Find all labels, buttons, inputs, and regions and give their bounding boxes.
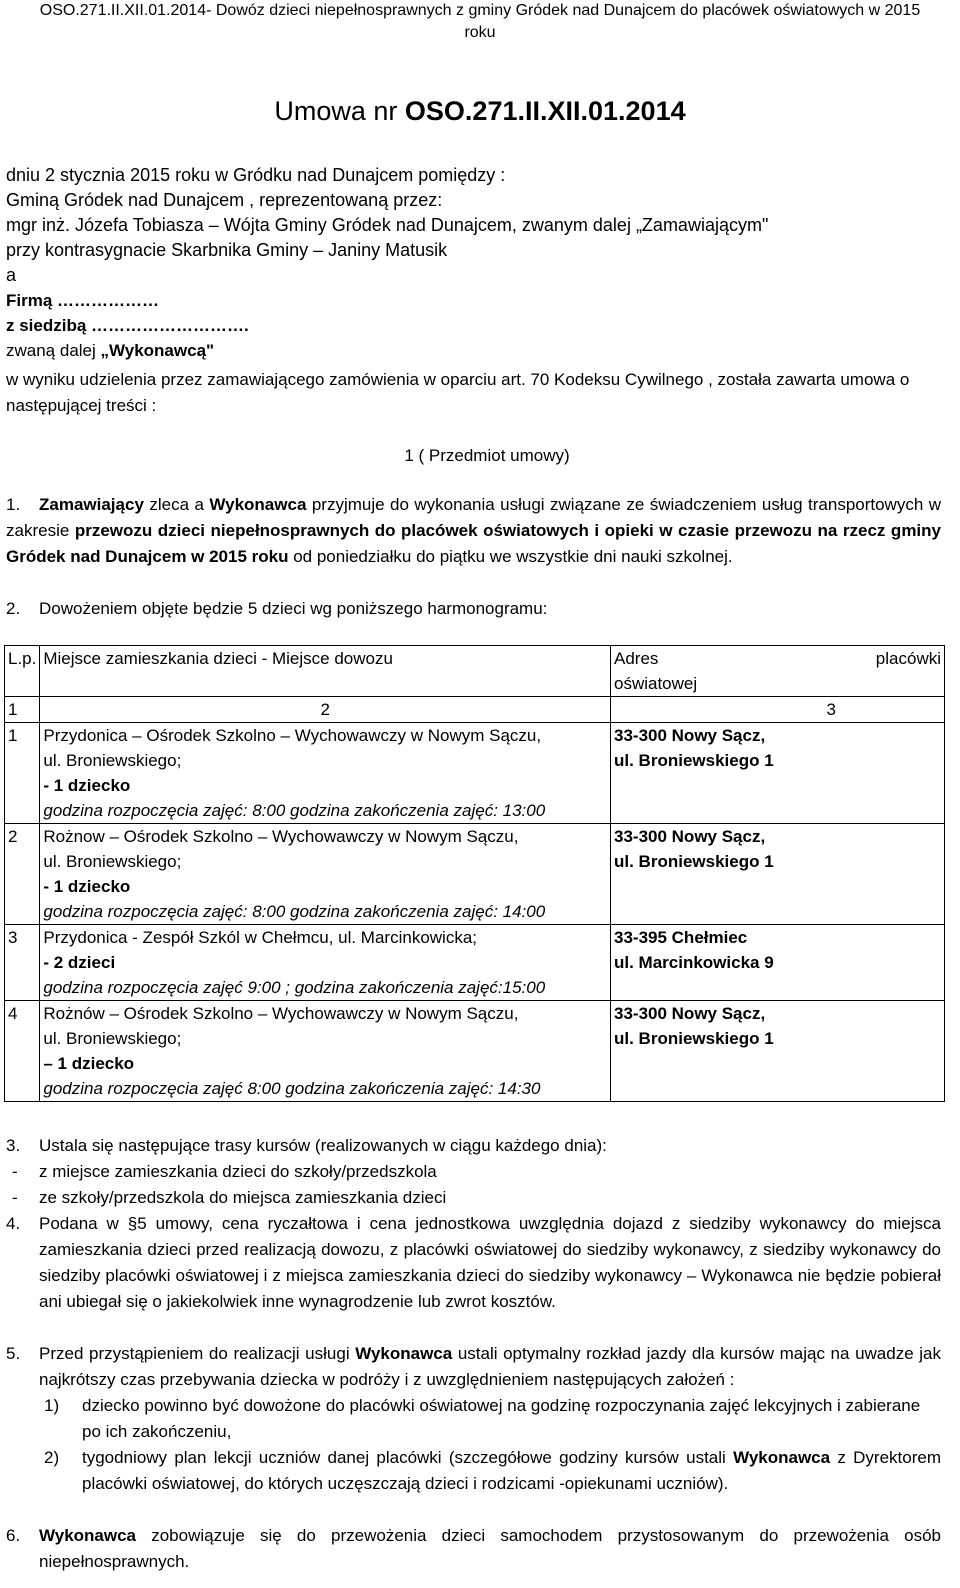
party-name: Wykonawca	[209, 495, 307, 514]
firm-seat: z siedzibą ……………………….	[6, 316, 249, 335]
paragraph-number: 2.	[6, 599, 21, 618]
header-address-word: placówki	[875, 649, 941, 668]
row-place	[40, 925, 611, 1001]
paragraph-number: 3.	[6, 1136, 21, 1155]
contract-title	[0, 96, 960, 127]
party-name: Wykonawca	[355, 1344, 453, 1363]
header-address-word: oświatowej	[614, 674, 698, 693]
paragraph-number: 1.	[6, 495, 21, 514]
place-line: Przydonica - Zespół Szkól w Chełmcu, ul. Marcinkowicka;	[43, 928, 478, 947]
route-item: ze szkoły/przedszkola do miejsca zamieszkania dzieci	[39, 1188, 447, 1207]
paragraph-3	[6, 1133, 941, 1211]
paragraph-text: Podana w §5 umowy, cena ryczałtowa i cena jednostkowa uwzględnia dojazd z siedziby wykonawcy do miejsca zamieszkania dzieci przed realizacją dowozu, z placówki oświatowej do siedziby wykonawcy, z siedziby wykonawcy do siedziby placówki oświatowej i z miejsca zamieszkania dzieci do siedziby wykonawcy – Wykonawca nie będzie pobierał ani ubiegał się o jakiekolwiek inne wynagrodzenie lub zwrot kosztów.	[39, 1214, 941, 1311]
header-place: Miejsce zamieszkania dzieci - Miejsce dowozu	[40, 646, 611, 697]
firm-name: Firmą ………………	[6, 291, 160, 310]
table-number-row	[5, 697, 945, 723]
sub-item	[82, 1445, 941, 1497]
paragraph-text: Ustala się następujące trasy kursów (realizowanych w ciągu każdego dnia):	[39, 1136, 607, 1155]
paragraph-text	[39, 1341, 941, 1393]
section-title-text: 1 ( Przedmiot umowy)	[404, 446, 570, 465]
place-line: ul. Broniewskiego;	[43, 1029, 182, 1048]
address-line: 33-300 Nowy Sącz,	[614, 1004, 766, 1023]
row-number: 1	[5, 723, 40, 824]
row-address	[611, 824, 945, 925]
contract-title-prefix: Umowa nr	[274, 96, 405, 126]
header-address	[611, 646, 945, 697]
text-span: przyjmuje do wykonania usługi związane ze świadczeniem usług transportowych w zakresie	[6, 495, 942, 540]
route-item: z miejsce zamieszkania dzieci do szkoły/przedszkola	[39, 1162, 437, 1181]
children-count: - 2 dzieci	[43, 953, 116, 972]
sub-number: 1)	[44, 1396, 60, 1415]
firm-alias	[6, 338, 768, 363]
header-address-word: Adres	[614, 649, 659, 668]
list-dash: -	[12, 1162, 18, 1181]
place-line: Rożnow – Ośrodek Szkolno – Wychowawczy w Nowym Sączu,	[43, 827, 519, 846]
paragraph-text: Dowożeniem objęte będzie 5 dzieci wg poniższego harmonogramu:	[39, 599, 548, 618]
intro-block	[6, 163, 768, 363]
address-line: 33-395 Chełmiec	[614, 928, 748, 947]
address-line: ul. Broniewskiego 1	[614, 751, 774, 770]
paragraph-number: 6.	[6, 1526, 21, 1545]
table-row	[5, 824, 945, 925]
paragraph-text	[39, 1523, 941, 1575]
lead-paragraph: w wyniku udzielenia przez zamawiającego zamówienia w oparciu art. 70 Kodeksu Cywilnego , została zawarta umowa o następującej treści :	[6, 370, 910, 415]
document-header-line2: roku	[464, 24, 496, 41]
party-name: Wykonawca	[39, 1526, 137, 1545]
text-span: zleca a	[143, 495, 210, 514]
paragraph-2	[6, 596, 941, 622]
sub-item: dziecko powinno być dowożone do placówki oświatowej na godzinę rozpoczynania zajęć lekcyjnych i zabierane po ich zakończeniu,	[82, 1396, 921, 1441]
text-span: z Dyrektorem placówki oświatowej, do których uczęszczają dzieci i rodzicami -opiekunami uczniów).	[82, 1448, 941, 1493]
table-row	[5, 925, 945, 1001]
address-line: ul. Broniewskiego 1	[614, 1029, 774, 1048]
children-count: - 1 dziecko	[43, 776, 131, 795]
hours-line: godzina rozpoczęcia zajęć: 8:00 godzina zakończenia zajęć: 13:00	[43, 801, 546, 820]
address-line: ul. Broniewskiego 1	[614, 852, 774, 871]
table-header-row	[5, 646, 945, 697]
party-name: Wykonawca	[733, 1448, 831, 1467]
children-count: - 1 dziecko	[43, 877, 131, 896]
row-number: 3	[5, 925, 40, 1001]
children-count: – 1 dziecko	[43, 1054, 135, 1073]
intro-line: a	[6, 265, 17, 285]
text-span: zobowiązuje się do przewożenia dzieci samochodem przystosowanym do przewożenia osób niepełnosprawnych.	[39, 1526, 941, 1571]
address-line: ul. Marcinkowicka 9	[614, 953, 774, 972]
intro-line: Gminą Gródek nad Dunajcem , reprezentowaną przez:	[6, 190, 443, 210]
firm-alias-prefix: zwaną dalej	[6, 341, 101, 360]
contract-number: OSO.271.II.XII.01.2014	[404, 96, 686, 126]
hours-line: godzina rozpoczęcia zajęć 8:00 godzina zakończenia zajęć: 14:30	[43, 1079, 541, 1098]
row-number: 2	[5, 824, 40, 925]
paragraph-1	[6, 492, 941, 570]
row-place	[40, 824, 611, 925]
column-number: 1	[5, 697, 40, 723]
hours-line: godzina rozpoczęcia zajęć 9:00 ; godzina zakończenia zajęć:15:00	[43, 978, 546, 997]
paragraph-6	[6, 1523, 941, 1575]
hours-line: godzina rozpoczęcia zajęć: 8:00 godzina zakończenia zajęć: 14:00	[43, 902, 546, 921]
sub-number: 2)	[44, 1448, 60, 1467]
address-line: 33-300 Nowy Sącz,	[614, 726, 766, 745]
paragraph-4	[6, 1211, 941, 1315]
table-row	[5, 1001, 945, 1102]
row-place	[40, 723, 611, 824]
document-header-line1: OSO.271.II.XII.01.2014- Dowóz dzieci niepełnosprawnych z gminy Gródek nad Dunajcem do placówek oświatowych w 2015	[39, 2, 921, 19]
place-line: ul. Broniewskiego;	[43, 852, 182, 871]
firm-alias-name: „Wykonawcą"	[100, 341, 215, 360]
paragraph-number: 4.	[6, 1214, 21, 1233]
place-line: ul. Broniewskiego;	[43, 751, 182, 770]
intro-line: mgr inż. Józefa Tobiasza – Wójta Gminy Gródek nad Dunajcem, zwanym dalej „Zamawiającym"	[6, 215, 769, 235]
list-dash: -	[12, 1188, 18, 1207]
text-span: od poniedziałku do piątku we wszystkie dni nauki szkolnej.	[288, 547, 733, 566]
table-row	[5, 723, 945, 824]
text-span: tygodniowy plan lekcji uczniów danej placówki (szczegółowe godziny kursów ustali	[82, 1448, 734, 1467]
row-number: 4	[5, 1001, 40, 1102]
intro-line: przy kontrasygnacie Skarbnika Gminy – Janiny Matusik	[6, 240, 448, 260]
row-place	[40, 1001, 611, 1102]
paragraph-5	[6, 1341, 941, 1497]
column-number: 3	[611, 697, 945, 723]
row-address	[611, 723, 945, 824]
row-address	[611, 925, 945, 1001]
header-lp: L.p.	[5, 646, 40, 697]
document-header	[0, 0, 960, 44]
text-span: ustali optymalny rozkład jazdy dla kursów mając na uwadze jak najkrótszy czas przebywania dziecka w podróży i z uwzględnieniem następujących założeń :	[39, 1344, 941, 1389]
party-name: Zamawiający	[39, 495, 144, 514]
intro-line: dniu 2 stycznia 2015 roku w Gródku nad Dunajcem pomiędzy :	[6, 165, 506, 185]
section-title	[0, 446, 960, 466]
subject-text: przewozu dzieci niepełnosprawnych do placówek oświatowych i opieki w czasie przewozu na rzecz gminy Gródek nad Dunajcem w 2015 roku	[6, 521, 941, 566]
schedule-table	[4, 645, 945, 1102]
column-number: 2	[40, 697, 611, 723]
paragraph-number: 5.	[6, 1344, 21, 1363]
address-line: 33-300 Nowy Sącz,	[614, 827, 766, 846]
text-span: Przed przystąpieniem do realizacji usługi	[39, 1344, 356, 1363]
place-line: Przydonica – Ośrodek Szkolno – Wychowawczy w Nowym Sączu,	[43, 726, 542, 745]
row-address	[611, 1001, 945, 1102]
place-line: Rożnów – Ośrodek Szkolno – Wychowawczy w Nowym Sączu,	[43, 1004, 519, 1023]
